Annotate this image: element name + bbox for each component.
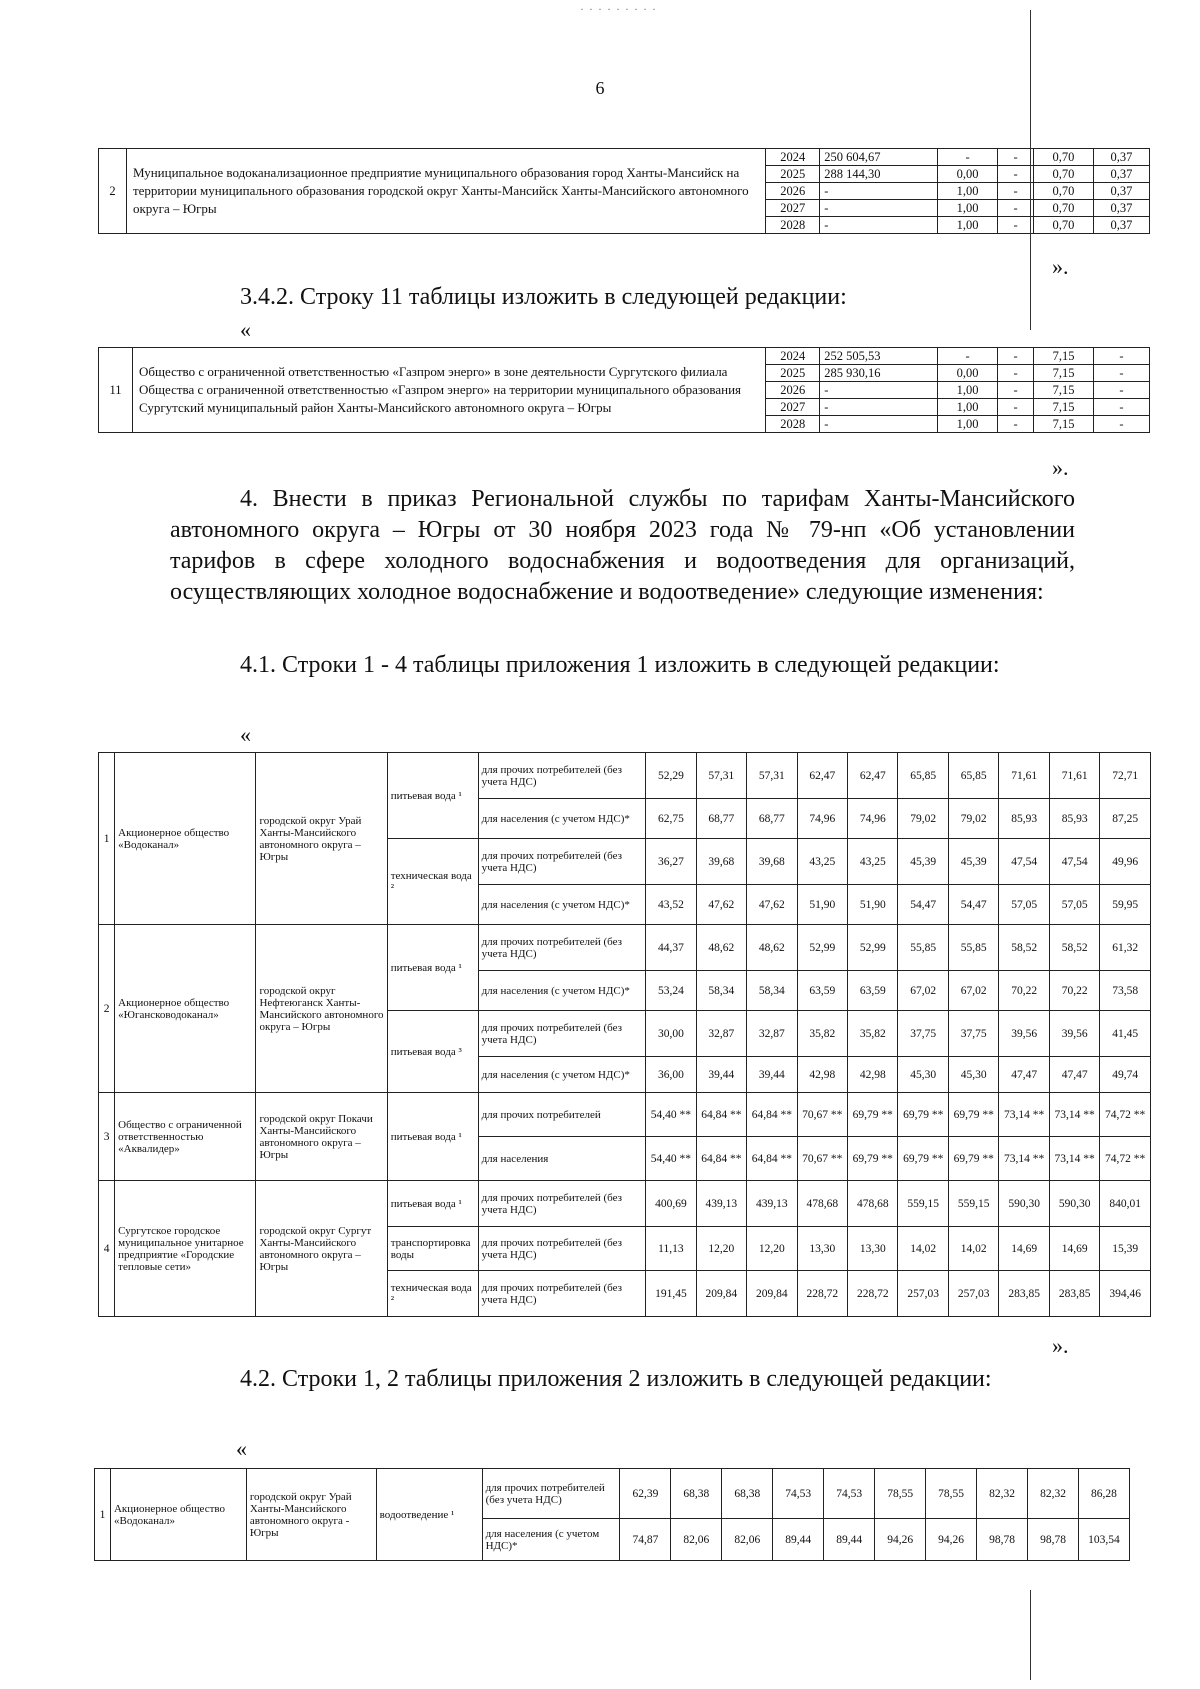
- service: питьевая вода ¹: [387, 753, 478, 839]
- close-quote: ».: [1052, 1333, 1069, 1358]
- tariff-value: 47,54: [1049, 839, 1099, 885]
- tariff-value: 39,68: [747, 839, 797, 885]
- org-name: Акционерное общество «Водоканал»: [110, 1469, 246, 1561]
- tariff-value: 30,00: [646, 1011, 696, 1057]
- tariff-value: 62,39: [620, 1469, 671, 1519]
- tariff-value: 57,31: [696, 753, 746, 799]
- tariff-value: 69,79 **: [898, 1137, 948, 1181]
- tariff-value: 48,62: [747, 925, 797, 971]
- row-index: 11: [99, 348, 133, 433]
- tariff-value: 32,87: [696, 1011, 746, 1057]
- cell: -: [820, 217, 938, 234]
- tariff-value: 39,44: [696, 1057, 746, 1093]
- service: питьевая вода ¹: [387, 1181, 478, 1227]
- page-number: 6: [595, 78, 605, 98]
- tariff-value: 86,28: [1078, 1469, 1129, 1519]
- tariff-value: 559,15: [948, 1181, 998, 1227]
- tariff-value: 41,45: [1100, 1011, 1151, 1057]
- org-name: Общество с ограниченной ответственностью «Газпром энерго» в зоне деятельности Сургутского филиала Общества с ограниченной ответственностью «Газпром энерго» на территории муниципального образования Сургутский муниципальный район Ханты-Мансийского автономного округа – Югры: [132, 348, 765, 433]
- tariff-value: 43,52: [646, 885, 696, 925]
- paragraph-4-2: 4.2. Строки 1, 2 таблицы приложения 2 изложить в следующей редакции:: [240, 1366, 992, 1392]
- cell: -: [998, 348, 1034, 365]
- scan-line: [1030, 10, 1031, 330]
- tariff-value: 74,72 **: [1100, 1093, 1151, 1137]
- tariff-value: 73,14 **: [999, 1093, 1049, 1137]
- cell: 2025: [766, 365, 820, 382]
- tariff-value: 64,84 **: [696, 1137, 746, 1181]
- cell: -: [820, 399, 938, 416]
- tariff-value: 559,15: [898, 1181, 948, 1227]
- tariff-value: 74,87: [620, 1519, 671, 1561]
- table-row-2: [98, 148, 1150, 234]
- tariff-value: 62,47: [848, 753, 898, 799]
- org-name: Муниципальное водоканализационное предприятие муниципального образования город Ханты-Мансийск на территории муниципального образования городской округ Ханты-Мансийск Ханты-Мансийского автономного округа – Югры: [126, 149, 765, 234]
- tariff-value: 58,52: [1049, 925, 1099, 971]
- tariff-value: 78,55: [926, 1469, 977, 1519]
- tariff-value: 47,62: [696, 885, 746, 925]
- service: водоотведение ¹: [376, 1469, 482, 1561]
- tariff-value: 49,96: [1100, 839, 1151, 885]
- cell: 1,00: [938, 382, 998, 399]
- consumer: для прочих потребителей (без учета НДС): [478, 925, 646, 971]
- tariff-value: 87,25: [1100, 799, 1151, 839]
- tariff-value: 35,82: [848, 1011, 898, 1057]
- service: транспортировка воды: [387, 1227, 478, 1271]
- tariff-value: 52,99: [797, 925, 847, 971]
- tariff-value: 65,85: [898, 753, 948, 799]
- org-name: Акционерное общество «Югансководоканал»: [115, 925, 256, 1093]
- tariff-value: 69,79 **: [898, 1093, 948, 1137]
- cell: -: [938, 348, 998, 365]
- tariff-value: 228,72: [797, 1271, 847, 1317]
- tariff-value: 62,47: [797, 753, 847, 799]
- tariff-value: 47,54: [999, 839, 1049, 885]
- tariff-value: 590,30: [999, 1181, 1049, 1227]
- tariff-value: 13,30: [797, 1227, 847, 1271]
- tariff-value: 64,84 **: [696, 1093, 746, 1137]
- tariff-value: 39,44: [747, 1057, 797, 1093]
- tariff-value: 73,14 **: [1049, 1093, 1099, 1137]
- tariff-value: 54,40 **: [646, 1093, 696, 1137]
- tariff-value: 191,45: [646, 1271, 696, 1317]
- tariff-value: 73,58: [1100, 971, 1151, 1011]
- row-index: 2: [99, 925, 115, 1093]
- tariff-value: 58,34: [696, 971, 746, 1011]
- tariff-value: 283,85: [999, 1271, 1049, 1317]
- tariff-value: 53,24: [646, 971, 696, 1011]
- tariff-value: 57,31: [747, 753, 797, 799]
- tariff-value: 45,39: [898, 839, 948, 885]
- consumer: для прочих потребителей (без учета НДС): [478, 753, 646, 799]
- tariff-value: 71,61: [999, 753, 1049, 799]
- cell: 1,00: [938, 200, 998, 217]
- tariff-value: 69,79 **: [848, 1093, 898, 1137]
- open-quote: «: [240, 722, 251, 747]
- tariff-value: 14,02: [948, 1227, 998, 1271]
- tariff-value: 94,26: [926, 1519, 977, 1561]
- tariff-value: 85,93: [999, 799, 1049, 839]
- tariff-value: 74,53: [773, 1469, 824, 1519]
- tariff-value: 48,62: [696, 925, 746, 971]
- service: техническая вода ²: [387, 839, 478, 925]
- cell: -: [1094, 382, 1150, 399]
- tariff-value: 85,93: [1049, 799, 1099, 839]
- cell: 2024: [766, 149, 820, 166]
- tariff-value: 54,47: [948, 885, 998, 925]
- consumer: для прочих потребителей (без учета НДС): [478, 1181, 646, 1227]
- cell: 7,15: [1034, 399, 1094, 416]
- tariff-value: 58,52: [999, 925, 1049, 971]
- cell: 1,00: [938, 416, 998, 433]
- tariff-value: 43,25: [848, 839, 898, 885]
- tariff-value: 590,30: [1049, 1181, 1099, 1227]
- cell: 0,37: [1093, 183, 1149, 200]
- cell: 7,15: [1034, 348, 1094, 365]
- cell: 2028: [766, 416, 820, 433]
- open-quote: «: [240, 317, 251, 342]
- tariff-value: 71,61: [1049, 753, 1099, 799]
- tariff-value: 67,02: [948, 971, 998, 1011]
- cell: -: [998, 149, 1034, 166]
- tariff-value: 49,74: [1100, 1057, 1151, 1093]
- cell: 0,00: [938, 166, 998, 183]
- cell: 0,00: [938, 365, 998, 382]
- cell: -: [998, 183, 1034, 200]
- cell: 1,00: [938, 217, 998, 234]
- tariff-value: 68,38: [722, 1469, 773, 1519]
- cell: -: [1094, 348, 1150, 365]
- tariff-value: 35,82: [797, 1011, 847, 1057]
- row-index: 1: [99, 753, 115, 925]
- cell: -: [998, 399, 1034, 416]
- close-quote: ».: [1052, 254, 1069, 279]
- tariff-value: 98,78: [977, 1519, 1028, 1561]
- tariff-value: 14,02: [898, 1227, 948, 1271]
- tariff-value: 58,34: [747, 971, 797, 1011]
- service: питьевая вода ³: [387, 1011, 478, 1093]
- tariff-value: 283,85: [1049, 1271, 1099, 1317]
- tariff-value: 15,39: [1100, 1227, 1151, 1271]
- tariff-value: 74,72 **: [1100, 1137, 1151, 1181]
- cell: 2028: [766, 217, 820, 234]
- tariff-value: 32,87: [747, 1011, 797, 1057]
- cell: -: [938, 149, 998, 166]
- cell: -: [820, 183, 938, 200]
- cell: 2025: [766, 166, 820, 183]
- consumer: для прочих потребителей (без учета НДС): [482, 1469, 620, 1519]
- tariff-value: 51,90: [797, 885, 847, 925]
- tariff-value: 51,90: [848, 885, 898, 925]
- tariff-value: 400,69: [646, 1181, 696, 1227]
- tariff-value: 94,26: [875, 1519, 926, 1561]
- tariff-value: 11,13: [646, 1227, 696, 1271]
- tariff-value: 70,67 **: [797, 1093, 847, 1137]
- consumer: для населения (с учетом НДС)*: [482, 1519, 620, 1561]
- tariff-value: 70,67 **: [797, 1137, 847, 1181]
- cell: 288 144,30: [820, 166, 938, 183]
- tariff-value: 73,14 **: [999, 1137, 1049, 1181]
- consumer: для населения (с учетом НДС)*: [478, 1057, 646, 1093]
- paragraph-4-1: 4.1. Строки 1 - 4 таблицы приложения 1 изложить в следующей редакции:: [240, 652, 1000, 678]
- tariff-value: 36,00: [646, 1057, 696, 1093]
- tariff-table-appendix-1: [98, 752, 1151, 1317]
- cell: 2027: [766, 399, 820, 416]
- cell: 285 930,16: [820, 365, 938, 382]
- cell: 1,00: [938, 183, 998, 200]
- tariff-value: 68,38: [671, 1469, 722, 1519]
- tariff-value: 59,95: [1100, 885, 1151, 925]
- tariff-value: 45,30: [898, 1057, 948, 1093]
- scan-line: [1030, 1590, 1031, 1680]
- tariff-value: 67,02: [898, 971, 948, 1011]
- scan-marks: · · · · · · · · ·: [580, 2, 657, 16]
- tariff-value: 36,27: [646, 839, 696, 885]
- consumer: для прочих потребителей (без учета НДС): [478, 1011, 646, 1057]
- consumer: для прочих потребителей: [478, 1093, 646, 1137]
- cell: -: [1094, 399, 1150, 416]
- tariff-value: 39,56: [999, 1011, 1049, 1057]
- tariff-value: 12,20: [747, 1227, 797, 1271]
- cell: 0,70: [1034, 217, 1094, 234]
- tariff-value: 209,84: [747, 1271, 797, 1317]
- tariff-value: 69,79 **: [948, 1137, 998, 1181]
- tariff-value: 69,79 **: [848, 1137, 898, 1181]
- tariff-value: 55,85: [898, 925, 948, 971]
- cell: -: [998, 217, 1034, 234]
- tariff-value: 68,77: [696, 799, 746, 839]
- row-index: 3: [99, 1093, 115, 1181]
- territory: городской округ Нефтеюганск Ханты-Мансийского автономного округа – Югры: [256, 925, 387, 1093]
- tariff-value: 82,32: [977, 1469, 1028, 1519]
- cell: 0,37: [1093, 149, 1149, 166]
- tariff-value: 840,01: [1100, 1181, 1151, 1227]
- tariff-value: 14,69: [999, 1227, 1049, 1271]
- consumer: для прочих потребителей (без учета НДС): [478, 1271, 646, 1317]
- cell: -: [820, 200, 938, 217]
- tariff-value: 39,56: [1049, 1011, 1099, 1057]
- tariff-value: 79,02: [898, 799, 948, 839]
- service: питьевая вода ¹: [387, 925, 478, 1011]
- cell: -: [820, 416, 938, 433]
- cell: -: [998, 166, 1034, 183]
- tariff-value: 47,47: [999, 1057, 1049, 1093]
- consumer: для населения (с учетом НДС)*: [478, 971, 646, 1011]
- tariff-value: 54,40 **: [646, 1137, 696, 1181]
- consumer: для населения: [478, 1137, 646, 1181]
- org-name: Сургутское городское муниципальное унитарное предприятие «Городские тепловые сети»: [115, 1181, 256, 1317]
- cell: 7,15: [1034, 365, 1094, 382]
- tariff-value: 61,32: [1100, 925, 1151, 971]
- tariff-value: 44,37: [646, 925, 696, 971]
- tariff-value: 14,69: [1049, 1227, 1099, 1271]
- tariff-value: 64,84 **: [747, 1137, 797, 1181]
- tariff-value: 52,29: [646, 753, 696, 799]
- tariff-value: 39,68: [696, 839, 746, 885]
- cell: -: [998, 365, 1034, 382]
- tariff-value: 57,05: [999, 885, 1049, 925]
- cell: 2024: [766, 348, 820, 365]
- paragraph-4: 4. Внести в приказ Региональной службы по тарифам Ханты-Мансийского автономного округа – Югры от 30 ноября 2023 года № 79-нп «Об установлении тарифов в сфере холодного водоснабжения и водоотведения для организаций, осуществляющих холодное водоснабжение и водоотведение» следующие изменения:: [170, 486, 1075, 605]
- cell: 2026: [766, 382, 820, 399]
- cell: 252 505,53: [820, 348, 938, 365]
- cell: 2026: [766, 183, 820, 200]
- cell: -: [998, 416, 1034, 433]
- consumer: для прочих потребителей (без учета НДС): [478, 839, 646, 885]
- tariff-value: 37,75: [898, 1011, 948, 1057]
- consumer: для прочих потребителей (без учета НДС): [478, 1227, 646, 1271]
- territory: городской округ Покачи Ханты-Мансийского автономного округа – Югры: [256, 1093, 387, 1181]
- cell: -: [998, 200, 1034, 217]
- tariff-value: 478,68: [797, 1181, 847, 1227]
- tariff-value: 69,79 **: [948, 1093, 998, 1137]
- cell: -: [998, 382, 1034, 399]
- tariff-value: 70,22: [1049, 971, 1099, 1011]
- tariff-value: 74,96: [797, 799, 847, 839]
- tariff-value: 98,78: [1028, 1519, 1079, 1561]
- tariff-value: 228,72: [848, 1271, 898, 1317]
- tariff-value: 47,62: [747, 885, 797, 925]
- cell: 0,70: [1034, 183, 1094, 200]
- territory: городской округ Сургут Ханты-Мансийского автономного округа – Югры: [256, 1181, 387, 1317]
- row-index: 2: [99, 149, 127, 234]
- year-row: [99, 348, 1150, 365]
- service: техническая вода ²: [387, 1271, 478, 1317]
- cell: 0,70: [1034, 149, 1094, 166]
- row-index: 4: [99, 1181, 115, 1317]
- tariff-value: 70,22: [999, 971, 1049, 1011]
- tariff-value: 52,99: [848, 925, 898, 971]
- tariff-value: 209,84: [696, 1271, 746, 1317]
- consumer: для населения (с учетом НДС)*: [478, 799, 646, 839]
- org-name: Общество с ограниченной ответственностью «Аквалидер»: [115, 1093, 256, 1181]
- tariff-value: 64,84 **: [747, 1093, 797, 1137]
- tariff-value: 439,13: [696, 1181, 746, 1227]
- consumer: для населения (с учетом НДС)*: [478, 885, 646, 925]
- tariff-value: 74,53: [824, 1469, 875, 1519]
- cell: 0,70: [1034, 200, 1094, 217]
- cell: 0,37: [1093, 200, 1149, 217]
- tariff-value: 54,47: [898, 885, 948, 925]
- tariff-value: 42,98: [797, 1057, 847, 1093]
- territory: городской округ Урай Ханты-Мансийского автономного округа – Югры: [256, 753, 387, 925]
- cell: 2027: [766, 200, 820, 217]
- tariff-value: 394,46: [1100, 1271, 1151, 1317]
- cell: 0,70: [1034, 166, 1094, 183]
- tariff-value: 55,85: [948, 925, 998, 971]
- tariff-value: 72,71: [1100, 753, 1151, 799]
- cell: 7,15: [1034, 416, 1094, 433]
- cell: -: [1094, 416, 1150, 433]
- territory: городской округ Урай Ханты-Мансийского автономного округа - Югры: [246, 1469, 376, 1561]
- tariff-value: 82,06: [671, 1519, 722, 1561]
- year-row: [99, 149, 1150, 166]
- tariff-value: 82,06: [722, 1519, 773, 1561]
- tariff-value: 74,96: [848, 799, 898, 839]
- tariff-value: 89,44: [773, 1519, 824, 1561]
- tariff-value: 63,59: [797, 971, 847, 1011]
- tariff-value: 439,13: [747, 1181, 797, 1227]
- cell: 7,15: [1034, 382, 1094, 399]
- tariff-value: 47,47: [1049, 1057, 1099, 1093]
- cell: -: [1094, 365, 1150, 382]
- table-row-11: [98, 347, 1150, 433]
- tariff-value: 45,39: [948, 839, 998, 885]
- org-name: Акционерное общество «Водоканал»: [115, 753, 256, 925]
- tariff-value: 43,25: [797, 839, 847, 885]
- tariff-value: 478,68: [848, 1181, 898, 1227]
- tariff-value: 65,85: [948, 753, 998, 799]
- cell: 1,00: [938, 399, 998, 416]
- tariff-value: 257,03: [898, 1271, 948, 1317]
- cell: 0,37: [1093, 166, 1149, 183]
- open-quote: «: [236, 1436, 247, 1461]
- tariff-value: 89,44: [824, 1519, 875, 1561]
- tariff-value: 82,32: [1028, 1469, 1079, 1519]
- service: питьевая вода ¹: [387, 1093, 478, 1181]
- cell: 250 604,67: [820, 149, 938, 166]
- tariff-value: 103,54: [1078, 1519, 1129, 1561]
- tariff-value: 13,30: [848, 1227, 898, 1271]
- heading-3-4-2: 3.4.2. Строку 11 таблицы изложить в следующей редакции:: [240, 284, 847, 310]
- tariff-value: 257,03: [948, 1271, 998, 1317]
- tariff-value: 42,98: [848, 1057, 898, 1093]
- tariff-value: 78,55: [875, 1469, 926, 1519]
- tariff-table-appendix-2: [94, 1468, 1130, 1561]
- tariff-value: 37,75: [948, 1011, 998, 1057]
- tariff-value: 62,75: [646, 799, 696, 839]
- close-quote: ».: [1052, 455, 1069, 480]
- cell: 0,37: [1093, 217, 1149, 234]
- cell: -: [820, 382, 938, 399]
- row-index: 1: [95, 1469, 111, 1561]
- tariff-value: 73,14 **: [1049, 1137, 1099, 1181]
- tariff-value: 63,59: [848, 971, 898, 1011]
- tariff-value: 12,20: [696, 1227, 746, 1271]
- tariff-value: 57,05: [1049, 885, 1099, 925]
- tariff-value: 79,02: [948, 799, 998, 839]
- tariff-value: 45,30: [948, 1057, 998, 1093]
- tariff-value: 68,77: [747, 799, 797, 839]
